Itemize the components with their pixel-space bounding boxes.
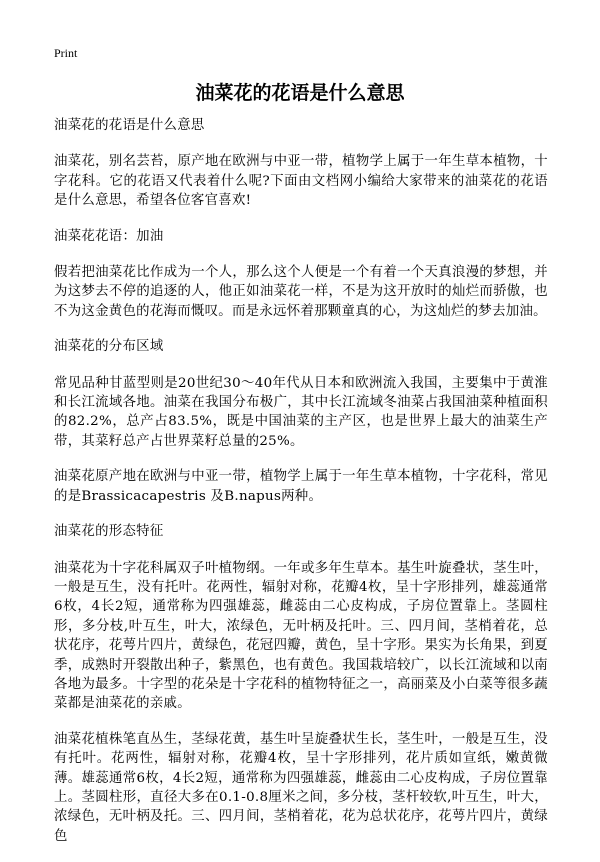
paragraph-origin: 油菜花原产地在欧洲与中亚一带，植物学上属于一年生草本植物，十字花科，常见的是Brassicacapestris 及B.napus两种。 [54,469,548,504]
section-heading-morphology: 油菜花的形态特征 [54,524,164,540]
paragraph-intro: 油菜花，别名芸苔，原产地在欧洲与中亚一带，植物学上属于一年生草本植物，十字花科。它的花语又代表着什么呢?下面由文档网小编给大家带来的油菜花的花语是什么意思，希望各位客官喜欢! [54,154,548,209]
paragraph-distribution: 常见品种甘蓝型则是20世纪30～40年代从日本和欧洲流入我国，主要集中于黄淮和长江流域各地。油菜在我国分布极广，其中长江流域冬油菜占我国油菜种植面积的82.2%，总产占83.5%，既是中国油菜的主产区，也是世界上最大的油菜生产带，其菜籽总产占世界菜籽总量的25%。 [54,375,548,449]
paragraph-plant: 油菜花植株笔直丛生，茎绿花黄，基生叶呈旋叠状生长，茎生叶，一般是互生，没有托叶。花两性，辐射对称，花瓣4枚，呈十字形排列，花片质如宣纸，嫩黄微薄。雄蕊通常6枚，4长2短，通常称为四强雄蕊，雌蕊由二心皮构成，子房位置靠上。茎圆柱形，直径大多在0.1-0.8厘米之间，多分枝，茎杆较软,叶互生，叶大，浓绿色，无叶柄及托。三、四月间，茎梢着花，花为总状花序，花萼片四片，黄绿色 [54,731,548,844]
section-heading-meaning: 油菜花花语：加油 [54,228,164,244]
paragraph-meaning: 假若把油菜花比作成为一个人，那么这个人便是一个有着一个天真浪漫的梦想，并为这梦去不停的追逐的人，他正如油菜花一样，不是为这开放时的灿烂而骄傲，也不为这金黄色的花海而慨叹。而是永远怀着那颗童真的心，为这灿烂的梦去加油。 [54,265,548,319]
print-link[interactable]: Print [54,46,78,60]
section-heading-intro: 油菜花的花语是什么意思 [54,118,205,133]
page-title: 油菜花的花语是什么意思 [195,82,405,104]
paragraph-morphology: 油菜花为十字花科属双子叶植物纲。一年或多年生草本。基生叶旋叠状，茎生叶，一般是互生，没有托叶。花两性，辐射对称，花瓣4枚，呈十字形排列，雄蕊通常6枚，4长2短，通常称为四强雄蕊，雌蕊由二心皮构成，子房位置靠上。茎圆柱形，多分枝,叶互生，叶大，浓绿色，无叶柄及托叶。三、四月间，茎梢着花，总状花序，花萼片四片，黄绿色，花冠四瓣，黄色，呈十字形。果实为长角果，到夏季，成熟时开裂散出种子，紫黑色，也有黄色。我国栽培较广，以长江流域和以南各地为最多。十字型的花朵是十字花科的植物特征之一，高丽菜及小白菜等很多蔬菜都是油菜花的亲戚。 [54,560,548,712]
section-heading-distribution: 油菜花的分布区域 [54,339,164,355]
article-body [54,116,548,862]
